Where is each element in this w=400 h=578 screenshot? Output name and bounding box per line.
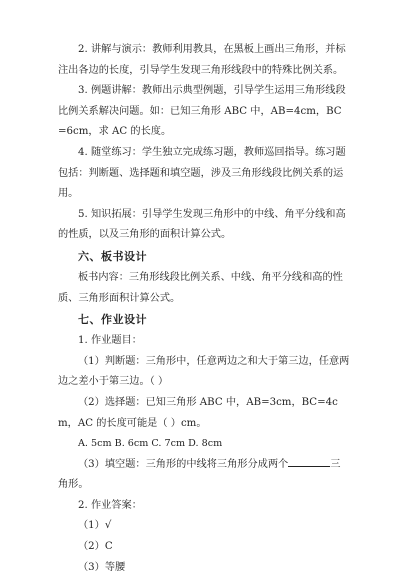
question-3-text-before: （3）填空题：三角形的中线将三角形分成两个 (78, 458, 289, 470)
homework-question-2: （2）选择题：已知三角形 ABC 中，AB=3cm，BC=4cm，AC 的长度可能是（ ）cm。 (58, 396, 338, 429)
section-heading-board: 六、板书设计 (78, 249, 147, 263)
step-4-paragraph: 4. 随堂练习：学生独立完成练习题，教师巡回指导。练习题包括：判断题、选择题和填空题，涉及三角形线段比例关系的运用。 (58, 146, 346, 200)
answer-3: （3）等腰 (78, 561, 126, 573)
homework-question-1: （1）判断题：三角形中，任意两边之和大于第三边，任意两边之差小于第三边。（ ） (58, 355, 350, 388)
homework-title: 1. 作业题目： (78, 335, 142, 347)
step-3-paragraph: 3. 例题讲解：教师出示典型例题，引导学生运用三角形线段比例关系解决问题。如：已知三角形 ABC 中，AB=4cm，BC=6cm，求 AC 的长度。 (58, 85, 346, 138)
fill-in-blank (288, 457, 330, 467)
board-content-paragraph: 板书内容：三角形线段比例关系、中线、角平分线和高的性质、三角形面积计算公式。 (58, 271, 343, 304)
step-2-paragraph: 2. 讲解与演示：教师利用教具，在黑板上画出三角形，并标注出各边的长度，引导学生发现三角形线段中的特殊比例关系。 (58, 44, 346, 76)
question-3-text-after: 三角形。 (58, 458, 341, 491)
step-5-paragraph: 5. 知识拓展：引导学生发现三角形中的中线、角平分线和高的性质，以及三角形的面积计算公式。 (58, 208, 346, 241)
answer-2: （2）C (78, 541, 113, 553)
document-page (58, 40, 350, 578)
answer-1: （1）√ (78, 520, 112, 532)
homework-question-3 (58, 455, 350, 496)
section-heading-homework: 七、作业设计 (78, 313, 147, 327)
homework-question-2-options: A. 5cm B. 6cm C. 7cm D. 8cm (78, 438, 223, 450)
answer-title: 2. 作业答案： (78, 499, 142, 511)
